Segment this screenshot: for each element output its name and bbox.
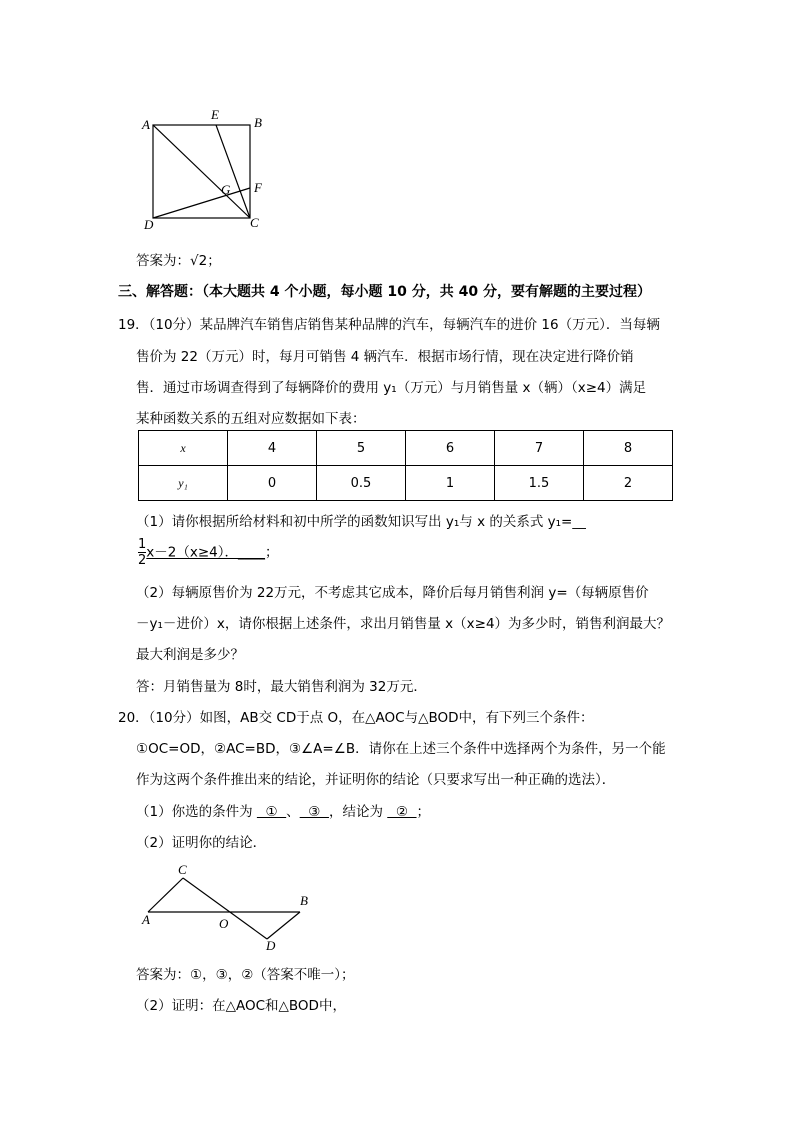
q20-proof: （2）证明：在△AOC和△BOD中， [136, 998, 346, 1014]
cell: 2 [584, 466, 673, 501]
blank-3: ② [387, 804, 417, 820]
label-E: E [211, 107, 219, 122]
q19-line: 售价为 22（万元）时，每月可销售 4 辆汽车．根据市场行情，现在决定进行降价销 [136, 349, 634, 365]
text: ，结论为 [328, 804, 388, 820]
table-row [139, 466, 673, 501]
data-table [138, 430, 673, 501]
answer-18 [136, 249, 221, 269]
q20-part1 [136, 800, 430, 820]
cell: 8 [584, 431, 673, 466]
q20-answer: 答案为：①，③，②（答案不唯一）； [136, 967, 355, 983]
text: ； [416, 804, 431, 820]
section-heading: 三、解答题：（本大题共 4 个小题，每小题 10 分，共 40 分，要有解题的主要过程） [118, 284, 651, 300]
q20-line: ①OC=OD，②AC=BD，③∠A=∠B．请你在上述三个条件中选择两个为条件，另一个能 [136, 741, 666, 757]
q19-part2: （2）每辆原售价为 22万元，不考虑其它成本，降价后每月销售利润 y=（每辆原售价 [136, 585, 649, 601]
label-B: B [254, 115, 262, 130]
answer-text: x－2（x≥4）．____ [146, 544, 265, 561]
text: 、 [286, 804, 300, 820]
cell: 6 [406, 431, 495, 466]
label-A2: A [142, 912, 150, 927]
label-F: F [254, 180, 262, 195]
table-row [139, 431, 673, 466]
q19-part1: （1）请你根据所给材料和初中所学的函数知识写出 y₁与 x 的关系式 y₁=__ [136, 514, 586, 530]
q19-part2: 最大利润是多少？ [136, 647, 244, 663]
label-O: O [219, 916, 229, 931]
label-D: D [144, 217, 154, 232]
q20-part2: （2）证明你的结论． [136, 835, 267, 851]
label-G: G [221, 182, 231, 197]
cell: 0 [228, 466, 317, 501]
cell: 1.5 [495, 466, 584, 501]
cell: y₁ [178, 475, 188, 490]
q19-line: 售．通过市场调查得到了每辆降价的费用 y₁（万元）与月销售量 x（辆）（x≥4）满足 [136, 380, 647, 396]
cell: 0.5 [317, 466, 406, 501]
label-D2: D [266, 938, 276, 953]
square-figure [153, 125, 250, 218]
cell: x [180, 440, 186, 455]
cell: 5 [317, 431, 406, 466]
q20-line: 20．（10分）如图，AB交 CD于点 O，在△AOC与△BOD中，有下列三个条件： [118, 710, 594, 726]
answer-value: √2 [190, 253, 208, 269]
q19-part2: －y₁－进价）x，请你根据上述条件，求出月销售量 x（x≥4）为多少时，销售利润最大？ [136, 616, 671, 632]
cell: 4 [228, 431, 317, 466]
label-C2: C [178, 862, 187, 877]
label-C: C [250, 215, 259, 230]
text: （1）你选的条件为 [136, 804, 257, 820]
label-B2: B [300, 893, 308, 908]
q20-line: 作为这两个条件推出来的结论，并证明你的结论（只要求写出一种正确的选法）． [136, 772, 616, 788]
denominator: 2 [138, 553, 147, 568]
label-A: A [142, 117, 150, 132]
blank-1: ① [256, 804, 287, 820]
cell: 1 [406, 466, 495, 501]
answer-prefix: 答案为： [136, 253, 190, 269]
q19-line: 某种函数关系的五组对应数据如下表： [136, 411, 366, 427]
q19-answer: 答：月销售量为 8时，最大销售利润为 32万元． [136, 679, 427, 695]
q19-line: 19．（10分）某品牌汽车销售店销售某种品牌的汽车，每辆汽车的进价 16（万元）．当每辆 [118, 317, 660, 333]
answer-suffix: ； [207, 253, 221, 269]
numerator: 1 [138, 537, 147, 552]
cell: 7 [495, 431, 584, 466]
blank-2: ③ [299, 804, 329, 820]
answer-suffix: ； [265, 544, 279, 561]
q19-part1-answer [138, 537, 279, 568]
